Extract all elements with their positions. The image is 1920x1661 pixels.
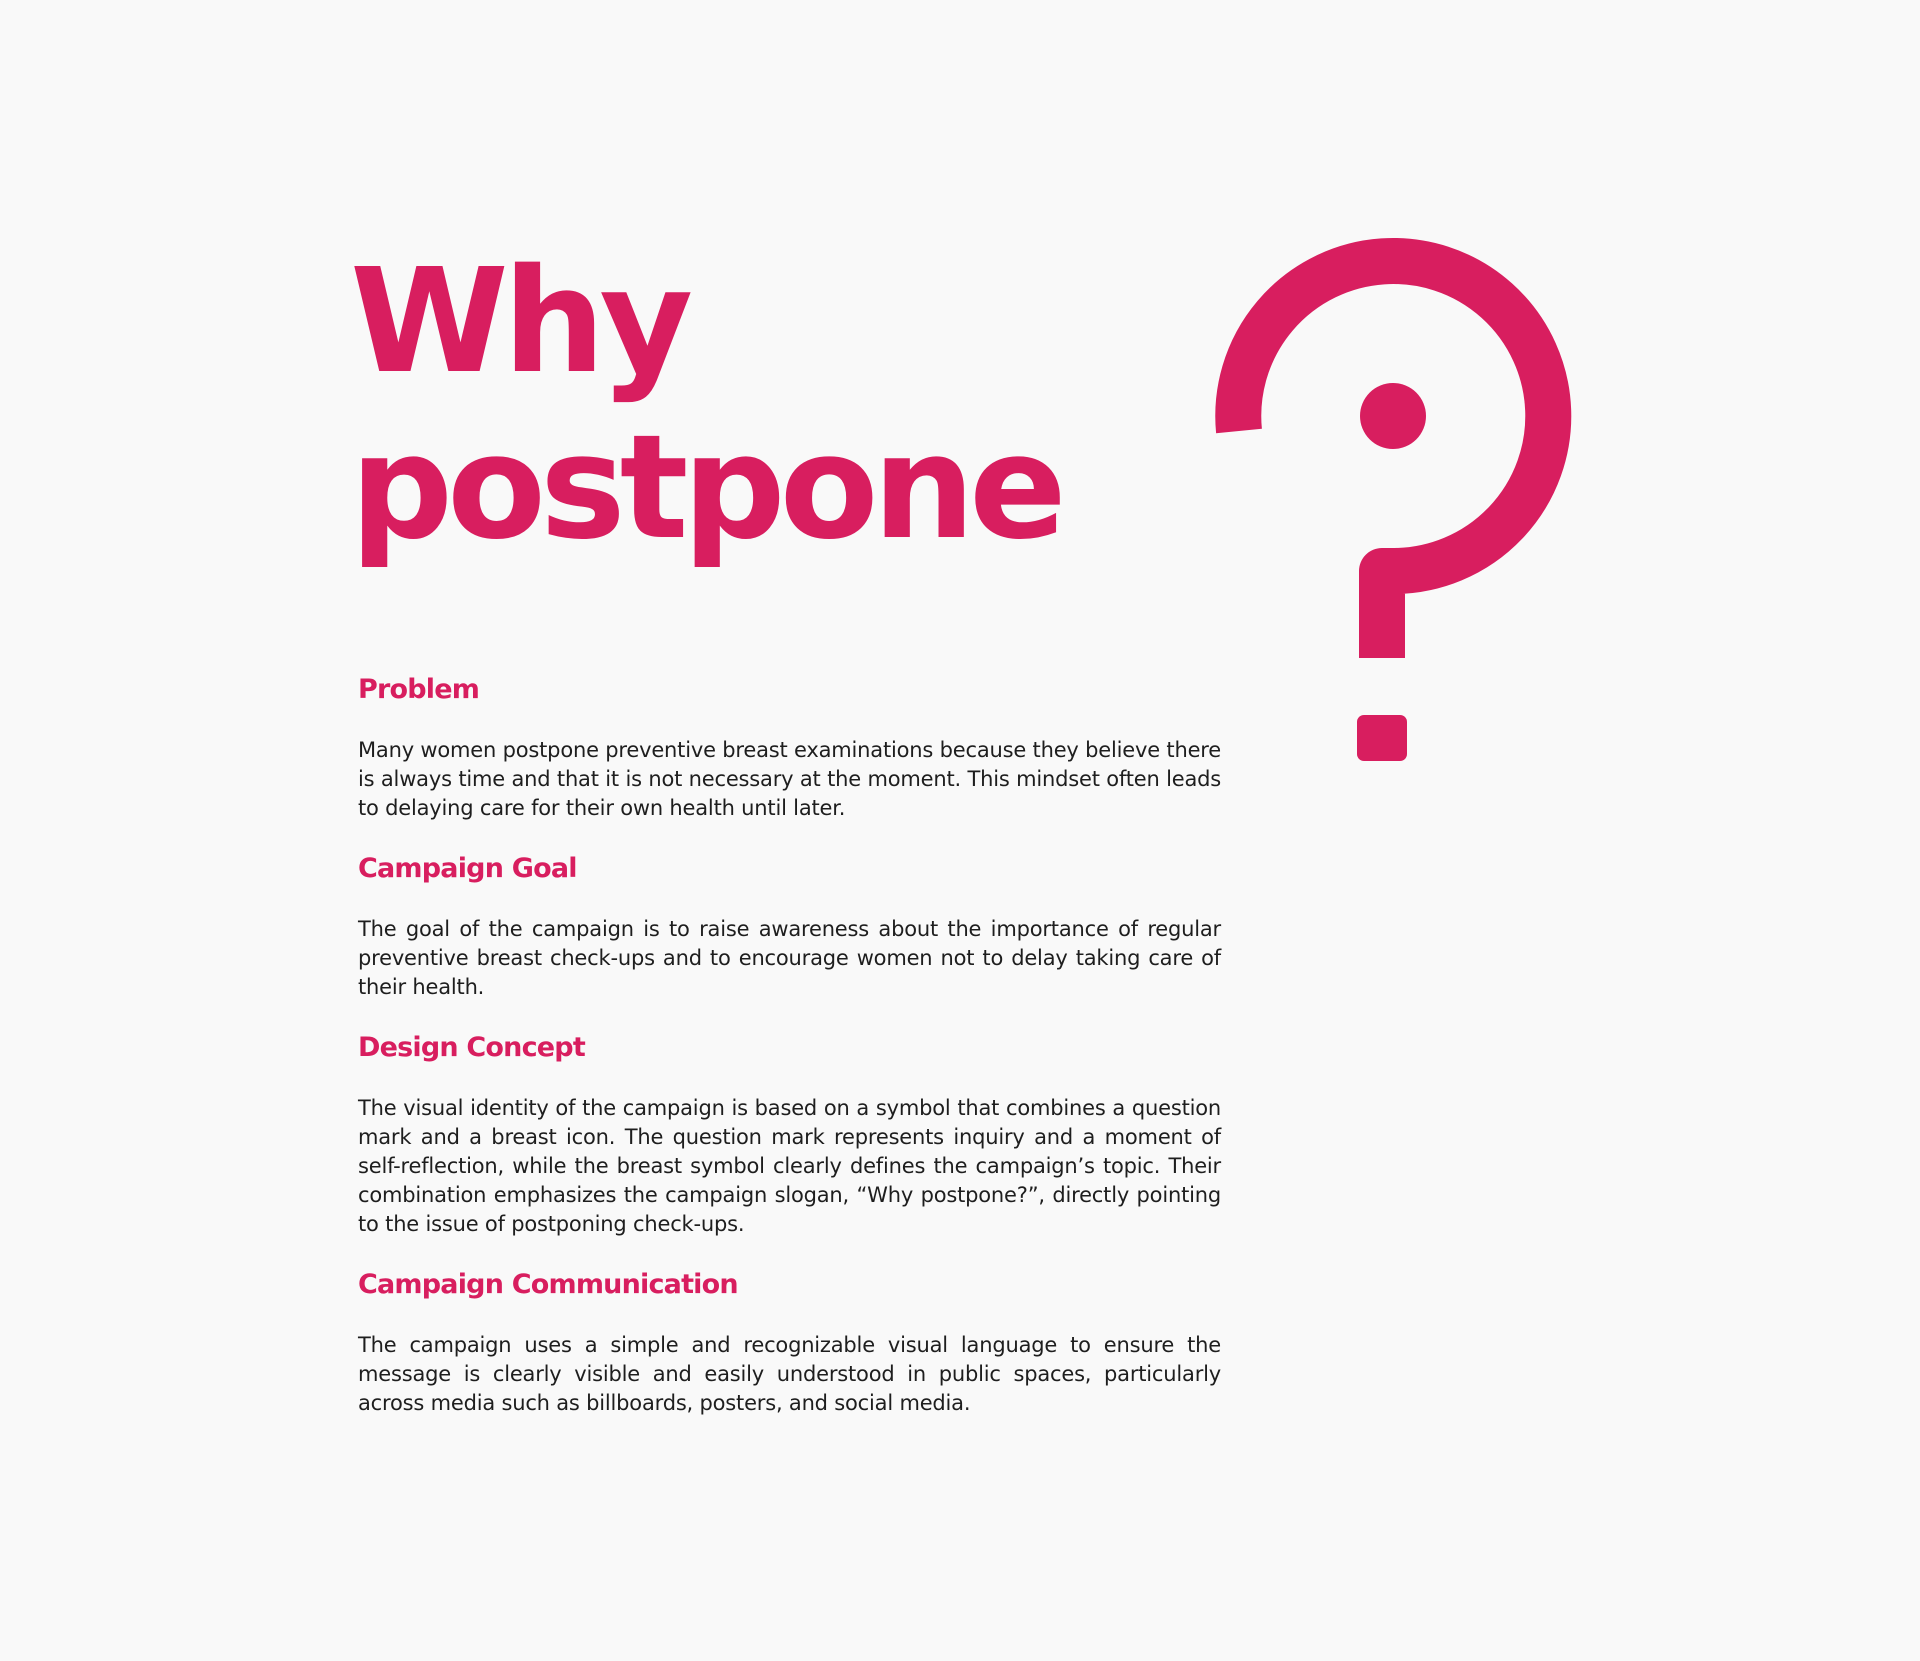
section-heading: Campaign Communication (358, 1269, 738, 1300)
section-campaign-communication (358, 1267, 1221, 1418)
title-line-1: Why (350, 237, 688, 405)
content-area (358, 672, 1221, 1446)
section-campaign-goal (358, 851, 1221, 1002)
section-body: The goal of the campaign is to raise awareness about the importance of regular preventive breast check-ups and to encourage women not to delay taking care of their health. (358, 917, 1221, 999)
section-heading: Problem (358, 674, 480, 705)
section-body: Many women postpone preventive breast examinations because they believe there is always time and that it is not necessary at the moment. This mindset often leads to delaying care for their own health until later. (358, 738, 1221, 820)
section-heading: Design Concept (358, 1032, 585, 1063)
title-line-2: postpone (350, 403, 1061, 571)
section-design-concept (358, 1030, 1221, 1239)
page-title (350, 238, 1061, 570)
section-body: The campaign uses a simple and recognizable visual language to ensure the message is clearly visible and easily understood in public spaces, particularly across media such as billboards, posters, and social media. (358, 1333, 1221, 1415)
question-mark-breast-icon (1210, 236, 1580, 766)
section-heading: Campaign Goal (358, 853, 577, 884)
section-body: The visual identity of the campaign is based on a symbol that combines a question mark and a breast icon. The question mark represents inquiry and a moment of self-reflection, while the breast symbol clearly defines the campaign’s topic. Their combination emphasizes the campaign slogan, “Why postpone?”, directly pointing to the issue of postponing check-ups. (358, 1096, 1221, 1236)
section-problem (358, 672, 1221, 823)
